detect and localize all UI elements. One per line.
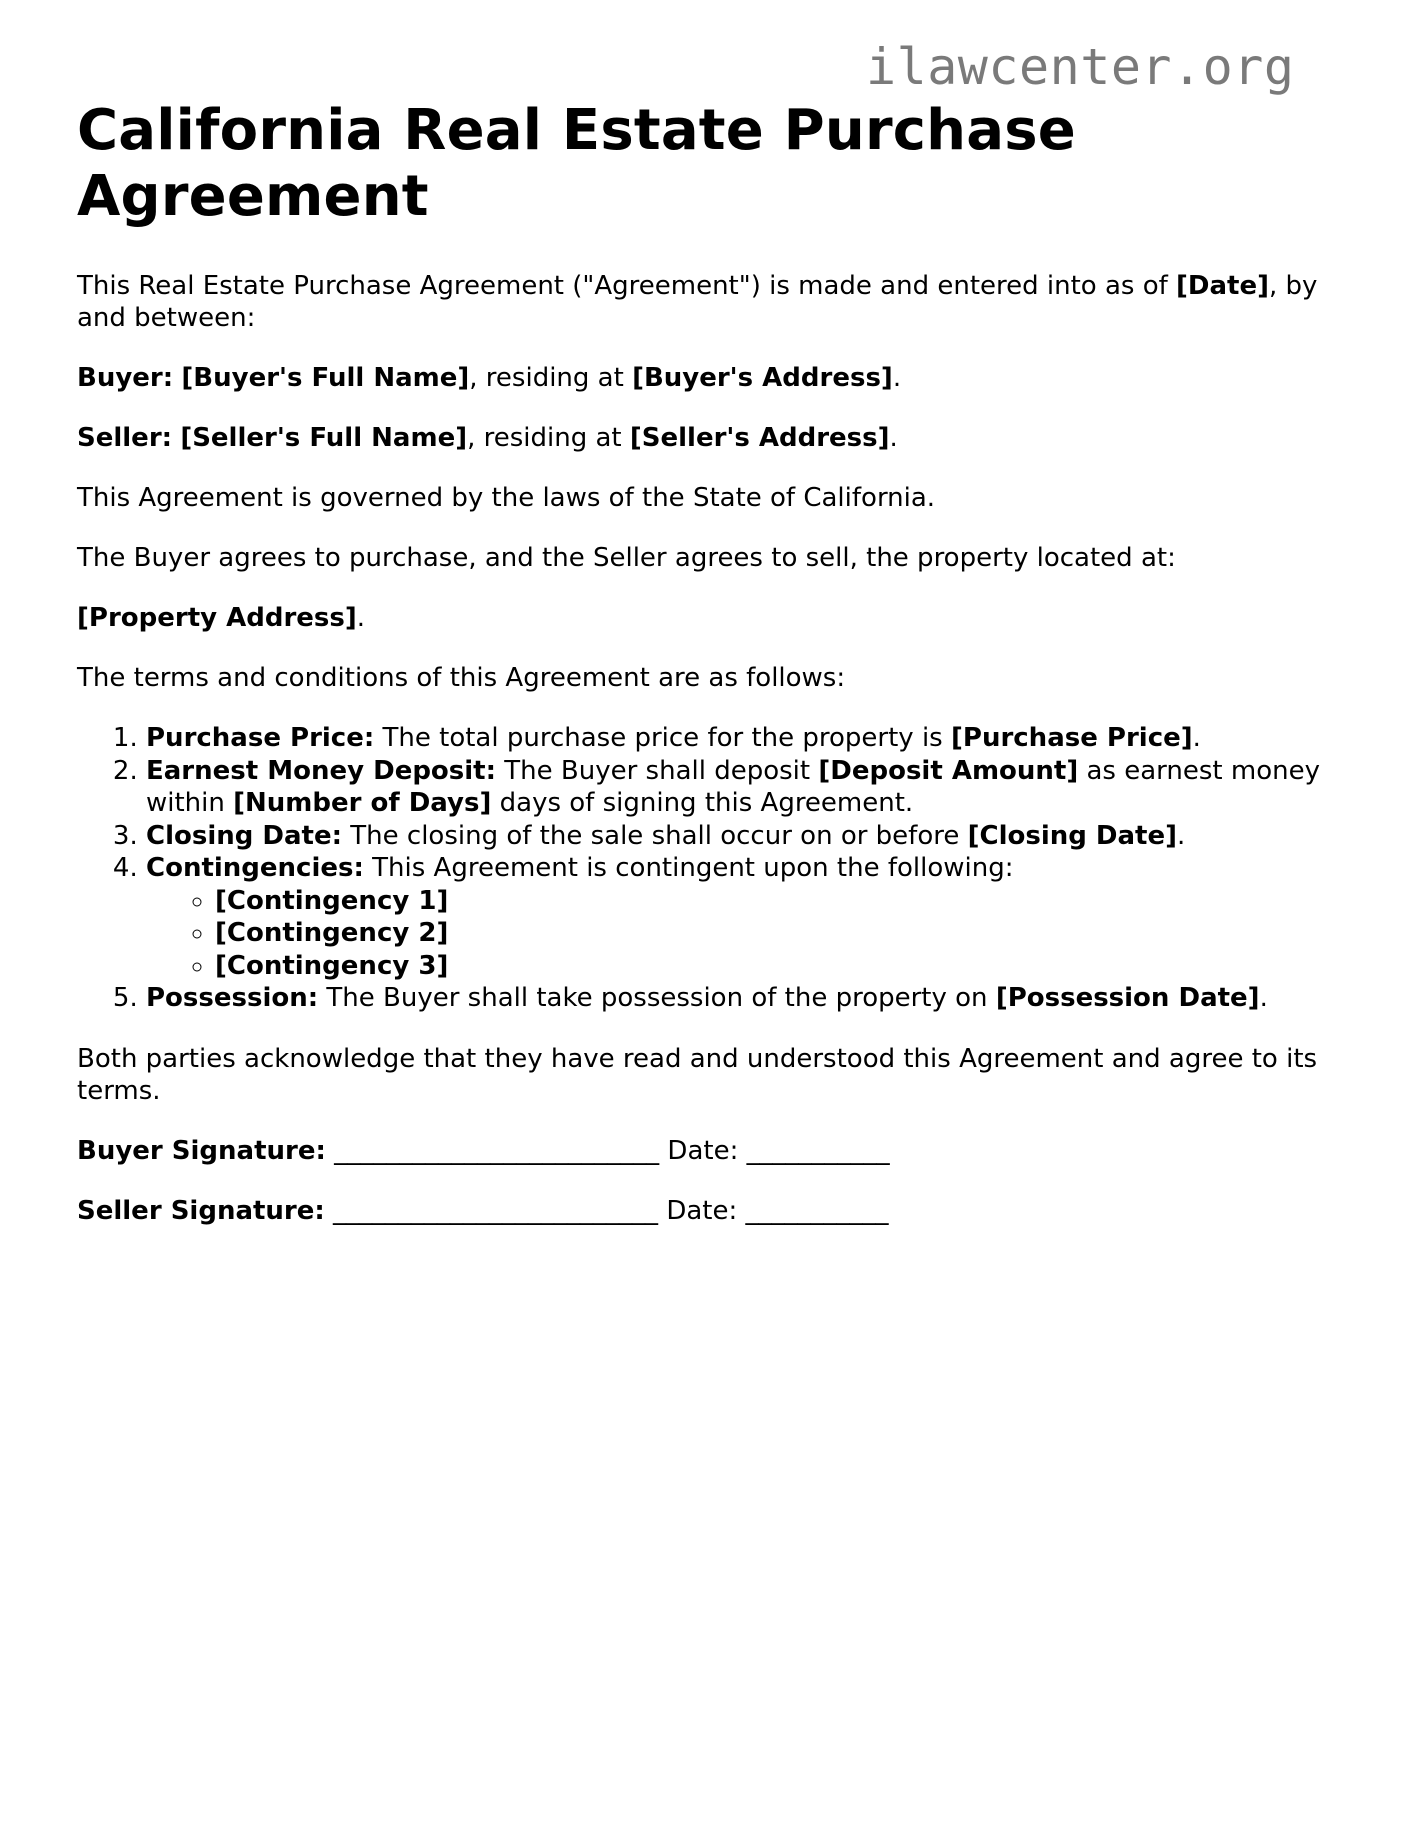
property-address-placeholder: [Property Address]	[77, 603, 357, 633]
document-title: California Real Estate Purchase Agreement	[77, 98, 1076, 229]
buyer-date-label: Date:	[667, 1135, 747, 1166]
watermark-site-name: ilawcenter.org	[866, 38, 1295, 96]
contingency-item	[215, 950, 1337, 983]
term-text-end: days of signing this Agreement.	[491, 788, 914, 818]
contingencies-list	[146, 885, 1337, 983]
seller-date-line[interactable]: ___________	[745, 1195, 889, 1226]
seller-signature-row	[77, 1195, 1337, 1227]
contingency-item	[215, 917, 1337, 950]
term-item-purchase-price	[146, 722, 1337, 755]
deposit-amount-placeholder: [Deposit Amount]	[818, 755, 1079, 786]
term-item-contingencies	[146, 852, 1337, 982]
seller-label: Seller:	[77, 423, 173, 453]
term-text-end: .	[1192, 723, 1201, 753]
seller-residing-text: , residing at	[467, 423, 630, 453]
acknowledgment-paragraph: Both parties acknowledge that they have read and understood this Agreement and agree to its terms.	[77, 1043, 1318, 1106]
buyer-label: Buyer:	[77, 363, 174, 393]
seller-line-end: .	[889, 423, 898, 453]
buyer-date-line[interactable]: ___________	[746, 1135, 890, 1166]
closing-date-placeholder: [Closing Date]	[967, 820, 1177, 851]
buyer-name-placeholder: [Buyer's Full Name]	[181, 363, 470, 393]
term-label: Possession:	[146, 983, 319, 1013]
seller-signature-label: Seller Signature:	[77, 1195, 325, 1226]
intro-text-end: , by and between:	[77, 271, 1318, 333]
term-text-end: .	[1177, 820, 1186, 851]
term-text: as earnest money within	[146, 755, 1320, 818]
term-label: Contingencies:	[146, 853, 364, 883]
term-label: Purchase Price:	[146, 723, 375, 753]
buyer-address-placeholder: [Buyer's Address]	[632, 363, 893, 393]
terms-list	[77, 722, 1337, 1015]
term-text: The Buyer shall deposit	[496, 755, 819, 786]
term-text: The closing of the sale shall occur on or before	[342, 820, 968, 851]
seller-date-label: Date:	[666, 1195, 746, 1226]
contingency-placeholder: [Contingency 3]	[215, 950, 449, 981]
property-address-line	[77, 602, 1337, 634]
date-placeholder: [Date]	[1176, 271, 1270, 301]
buyer-signature-line[interactable]: _________________________	[325, 1135, 668, 1166]
property-address-end: .	[356, 603, 366, 633]
property-intro-paragraph: The Buyer agrees to purchase, and the Seller agrees to sell, the property located at:	[77, 543, 1176, 573]
seller-address-placeholder: [Seller's Address]	[629, 423, 890, 453]
buyer-signature-label: Buyer Signature:	[77, 1135, 326, 1166]
term-item-earnest-money	[146, 755, 1337, 820]
intro-paragraph	[77, 270, 1337, 334]
term-text: The total purchase price for the property is	[374, 723, 951, 753]
contingency-item	[215, 885, 1337, 918]
buyer-line-end: .	[892, 363, 902, 393]
seller-line	[77, 422, 1337, 454]
purchase-price-placeholder: [Purchase Price]	[951, 723, 1193, 753]
term-item-possession	[146, 982, 1337, 1015]
contingency-placeholder: [Contingency 2]	[215, 918, 449, 948]
governing-law-paragraph: This Agreement is governed by the laws of the State of California.	[77, 483, 936, 513]
seller-signature-line[interactable]: _________________________	[324, 1195, 667, 1226]
buyer-signature-row	[77, 1135, 1337, 1167]
terms-intro-paragraph: The terms and conditions of this Agreement are as follows:	[77, 663, 846, 693]
term-label: Earnest Money Deposit:	[146, 755, 497, 786]
buyer-line	[77, 362, 1337, 394]
document-page	[77, 98, 1337, 1227]
term-item-closing-date	[146, 820, 1337, 853]
contingency-placeholder: [Contingency 1]	[215, 885, 449, 916]
seller-name-placeholder: [Seller's Full Name]	[180, 423, 468, 453]
term-text: This Agreement is contingent upon the following:	[363, 853, 1014, 883]
buyer-residing-text: , residing at	[469, 363, 633, 393]
number-of-days-placeholder: [Number of Days]	[233, 788, 492, 818]
intro-text: This Real Estate Purchase Agreement ("Agreement") is made and entered into as of	[77, 271, 1177, 301]
term-text-end: .	[1259, 983, 1268, 1013]
term-text: The Buyer shall take possession of the property on	[318, 983, 996, 1013]
term-label: Closing Date:	[146, 820, 343, 851]
possession-date-placeholder: [Possession Date]	[995, 983, 1260, 1013]
